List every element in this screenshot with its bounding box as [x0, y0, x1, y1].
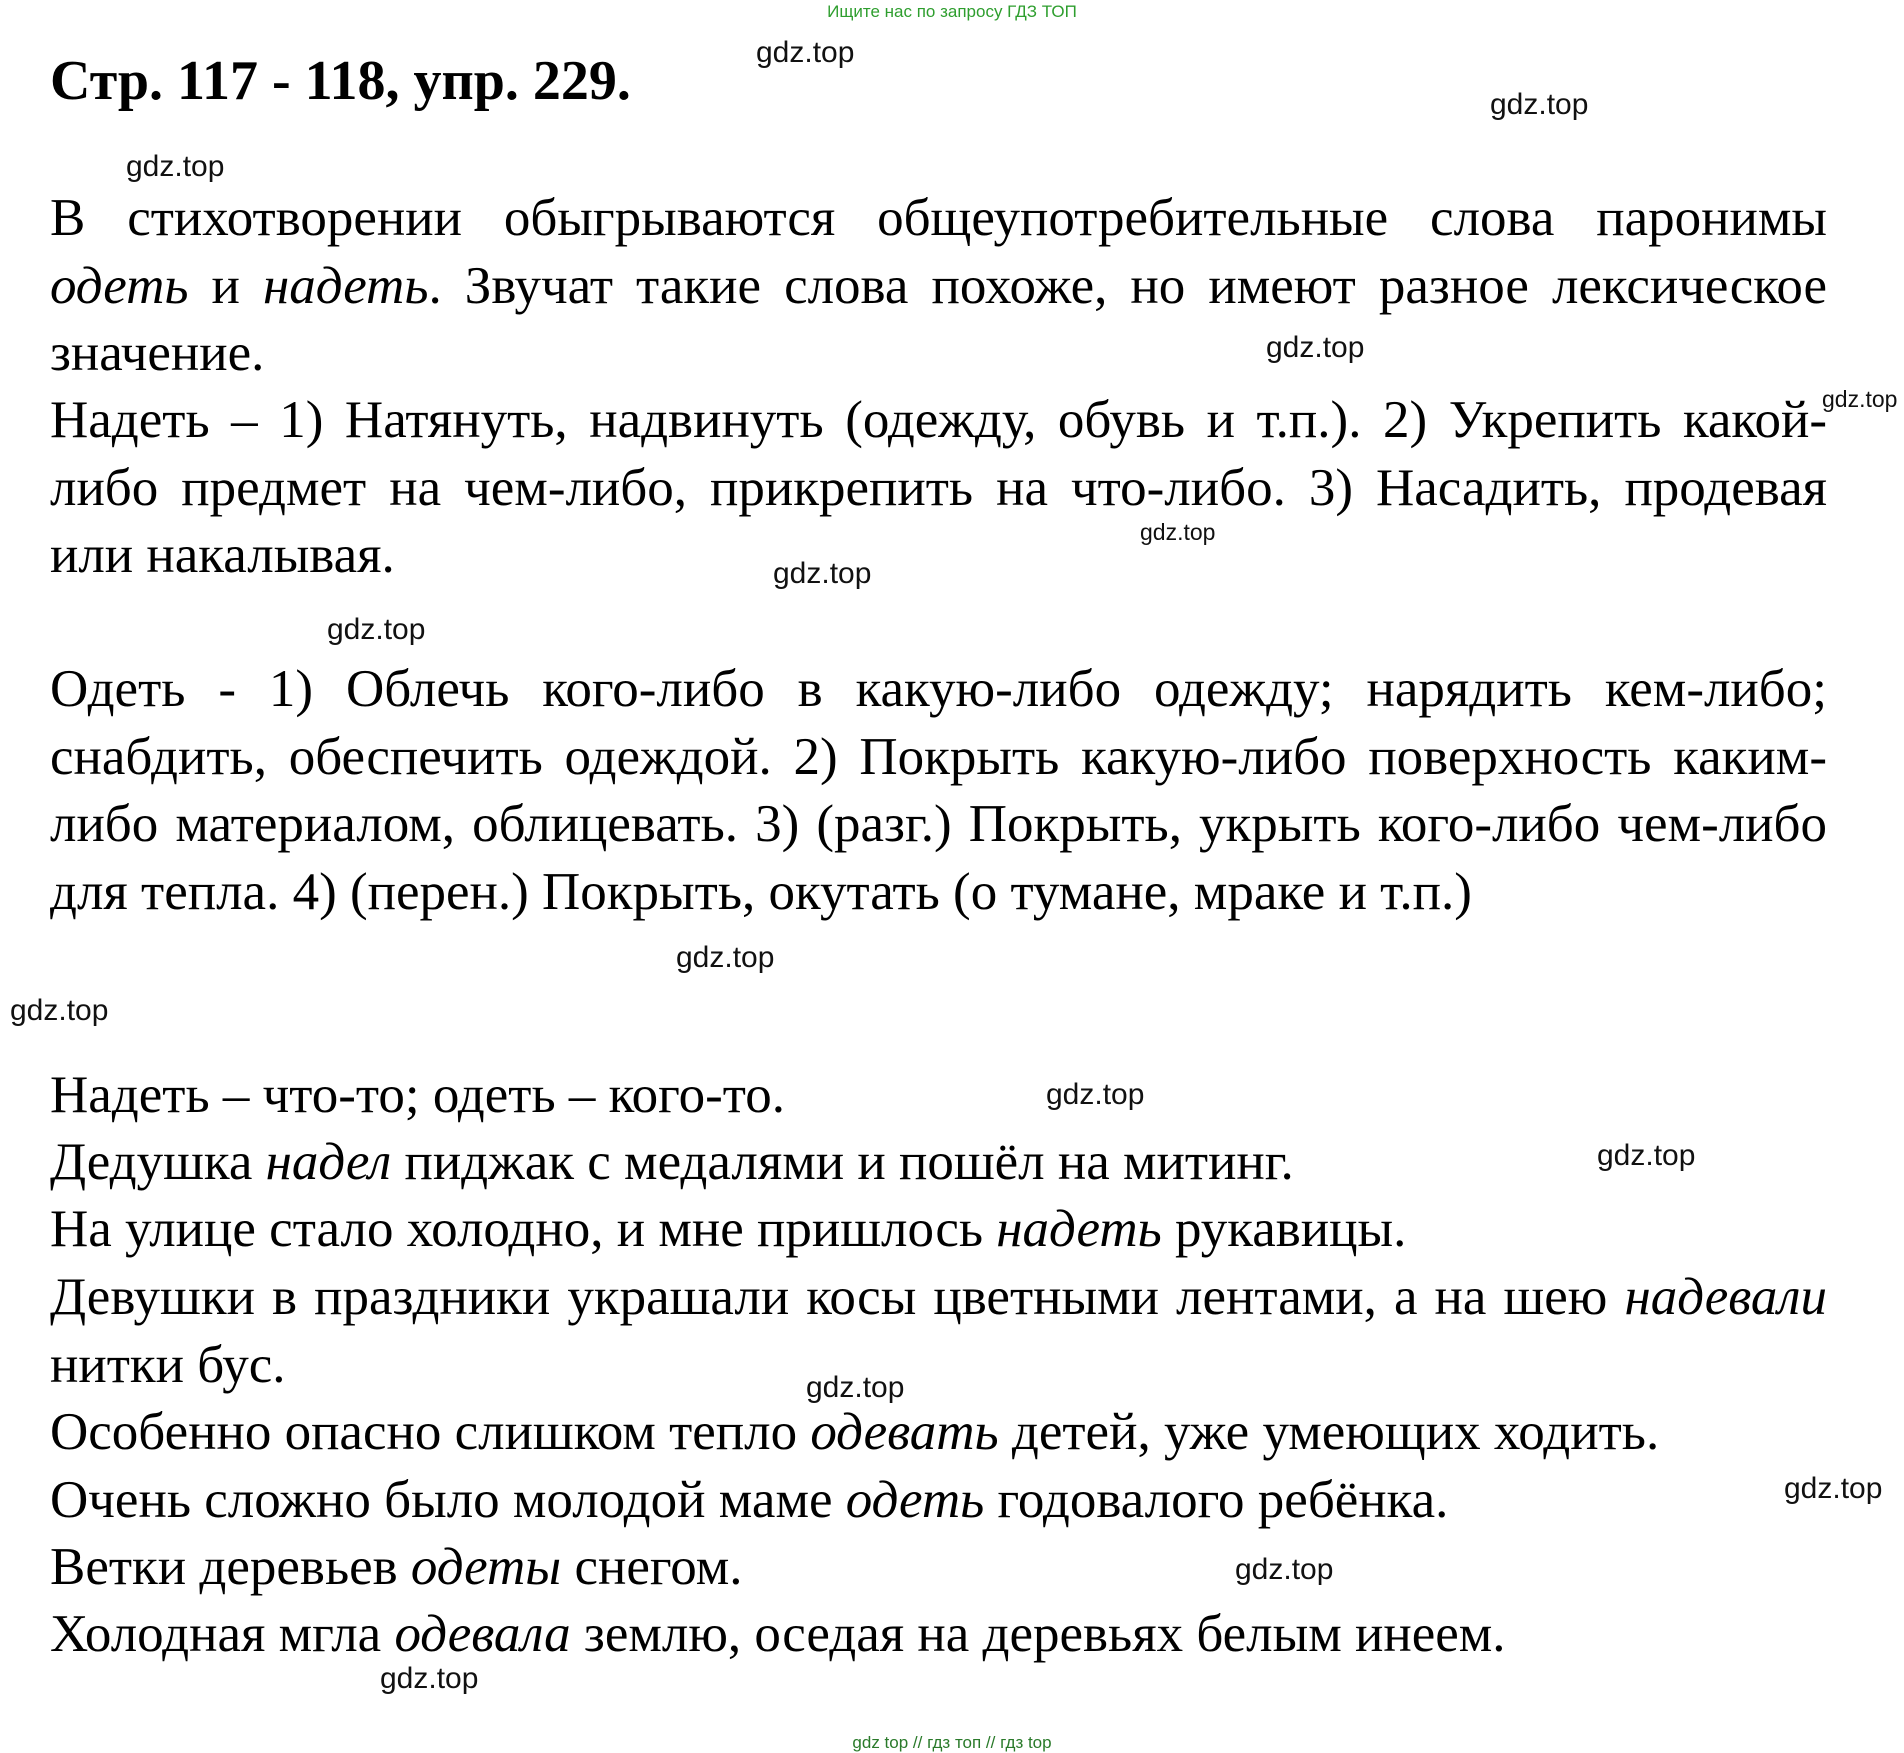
watermark: gdz.top — [806, 1371, 905, 1404]
watermark: gdz.top — [676, 941, 775, 974]
example-word: одеты — [410, 1538, 562, 1596]
watermark: gdz.top — [1822, 386, 1898, 412]
intro-text: В стихотворении обыгрываются общеупотребительные слова паронимы — [50, 189, 1827, 247]
intro-text: . Звучат такие слова похоже, но имеют разное лексическое значение. — [50, 256, 1827, 382]
example-word: надеть — [996, 1200, 1162, 1258]
example-word: одевала — [394, 1605, 571, 1663]
example-word: одеть — [845, 1471, 985, 1529]
example-sentence: Ветки деревьев одеты снегом. — [50, 1538, 743, 1596]
example-sentence: Девушки в праздники украшали косы цветными лентами, а на шею надевали нитки бус. — [50, 1268, 1827, 1394]
example-sentence: Особенно опасно слишком тепло одевать детей, уже умеющих ходить. — [50, 1403, 1660, 1461]
example-word: надевали — [1624, 1268, 1827, 1326]
example-sentence: Дедушка надел пиджак с медалями и пошёл на митинг. — [50, 1133, 1294, 1191]
page-title: Стр. 117 - 118, упр. 229. — [50, 50, 631, 112]
watermark: gdz.top — [756, 36, 855, 69]
watermark: gdz.top — [1266, 331, 1365, 364]
watermark: gdz.top — [1140, 519, 1216, 545]
example-sentence: На улице стало холодно, и мне пришлось надеть рукавицы. — [50, 1200, 1407, 1258]
watermark: gdz.top — [773, 557, 872, 590]
example-word: надел — [265, 1133, 392, 1191]
example-sentence: Очень сложно было молодой маме одеть годовалого ребёнка. — [50, 1471, 1449, 1529]
intro-text: и — [188, 256, 263, 315]
paronym-word: надеть — [262, 256, 429, 315]
watermark: gdz.top — [1490, 88, 1589, 121]
watermark: gdz.top — [327, 613, 426, 646]
definition-nadet: Надеть – 1) Натянуть, надвинуть (одежду, обувь и т.п.). 2) Укрепить какой-либо предмет на чем-либо, прикрепить на что-либо. 3) Насадить, продевая или накалывая. — [50, 391, 1827, 584]
paronym-word: одеть — [50, 256, 189, 315]
watermark: gdz.top — [10, 994, 109, 1027]
watermark: gdz.top — [1597, 1139, 1696, 1172]
watermark: gdz.top — [1235, 1553, 1334, 1586]
footer-banner: gdz top // гдз топ // гдз top — [852, 1733, 1052, 1752]
definition-odet: Одеть - 1) Облечь кого-либо в какую-либо одежду; нарядить кем-либо; снабдить, обеспечить одеждой. 2) Покрыть какую-либо поверхность каким-либо материалом, облицевать. 3) (разг.) Покрыть, укрыть кого-либо чем-либо для тепла. 4) (перен.) Покрыть, окутать (о тумане, мраке и т.п.) — [50, 660, 1827, 921]
example-sentence: Холодная мгла одевала землю, оседая на деревьях белым инеем. — [50, 1605, 1506, 1663]
intro-paragraph — [50, 185, 1827, 388]
watermark: gdz.top — [1784, 1472, 1883, 1505]
example-word: одевать — [810, 1403, 999, 1461]
rule-line: Надеть – что-то; одеть – кого-то. — [50, 1066, 785, 1124]
watermark: gdz.top — [126, 150, 225, 183]
watermark: gdz.top — [380, 1662, 479, 1695]
top-banner: Ищите нас по запросу ГДЗ ТОП — [827, 2, 1077, 21]
watermark: gdz.top — [1046, 1078, 1145, 1111]
